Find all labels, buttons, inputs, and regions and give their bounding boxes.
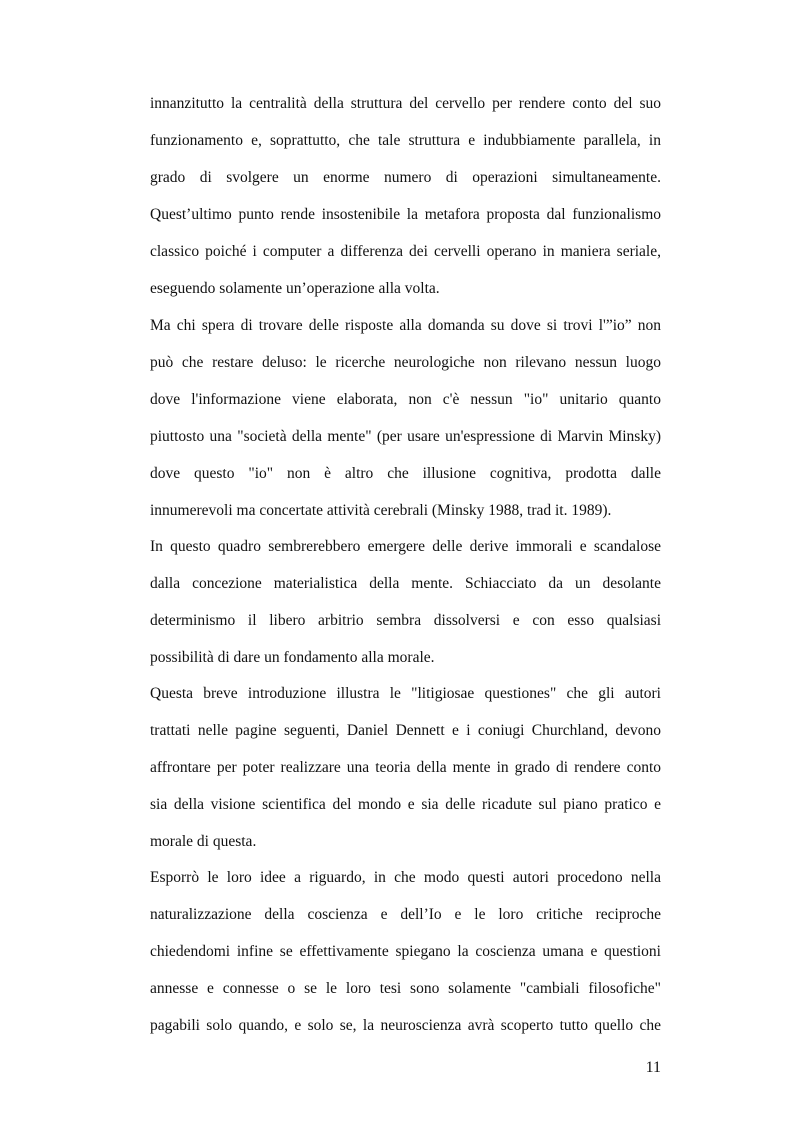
text-line: può che restare deluso: le ricerche neurologiche non rilevano nessun luogo — [150, 354, 661, 371]
text-line: trattati nelle pagine seguenti, Daniel Dennett e i coniugi Churchland, devono — [150, 722, 661, 739]
text-line: pagabili solo quando, e solo se, la neuroscienza avrà scoperto tutto quello che — [150, 1017, 661, 1034]
text-line: piuttosto una "società della mente" (per usare un'espressione di Marvin Minsky) — [150, 428, 661, 445]
text-line: eseguendo solamente un’operazione alla volta. — [150, 280, 440, 297]
text-line: affrontare per poter realizzare una teoria della mente in grado di rendere conto — [150, 759, 661, 776]
text-line: grado di svolgere un enorme numero di operazioni simultaneamente. — [150, 169, 661, 186]
text-line: In questo quadro sembrerebbero emergere delle derive immorali e scandalose — [150, 538, 661, 555]
text-line: annesse e connesse o se le loro tesi sono solamente "cambiali filosofiche" — [150, 980, 661, 997]
text-line: funzionamento e, soprattutto, che tale struttura e indubbiamente parallela, in — [150, 132, 661, 149]
text-line: classico poiché i computer a differenza dei cervelli operano in maniera seriale, — [150, 243, 661, 260]
text-line: Quest’ultimo punto rende insostenibile la metafora proposta dal funzionalismo — [150, 206, 661, 223]
text-line: dalla concezione materialistica della mente. Schiacciato da un desolante — [150, 575, 661, 592]
text-line: dove l'informazione viene elaborata, non c'è nessun "io" unitario quanto — [150, 391, 661, 408]
text-line: determinismo il libero arbitrio sembra dissolversi e con esso qualsiasi — [150, 612, 661, 629]
text-line: Questa breve introduzione illustra le "litigiosae questiones" che gli autori — [150, 685, 661, 702]
page-number: 11 — [645, 1059, 661, 1076]
text-line: Esporrò le loro idee a riguardo, in che modo questi autori procedono nella — [150, 869, 661, 886]
text-line: innumerevoli ma concertate attività cerebrali (Minsky 1988, trad it. 1989). — [150, 502, 612, 519]
text-line: possibilità di dare un fondamento alla morale. — [150, 649, 435, 666]
text-line: innanzitutto la centralità della struttura del cervello per rendere conto del suo — [150, 95, 661, 112]
text-line: chiedendomi infine se effettivamente spiegano la coscienza umana e questioni — [150, 943, 661, 960]
text-line: morale di questa. — [150, 833, 257, 850]
text-line: naturalizzazione della coscienza e dell’Io e le loro critiche reciproche — [150, 906, 661, 923]
text-line: Ma chi spera di trovare delle risposte alla domanda su dove si trovi l'”io” non — [150, 317, 661, 334]
text-line: sia della visione scientifica del mondo e sia delle ricadute sul piano pratico e — [150, 796, 661, 813]
text-line: dove questo "io" non è altro che illusione cognitiva, prodotta dalle — [150, 465, 661, 482]
